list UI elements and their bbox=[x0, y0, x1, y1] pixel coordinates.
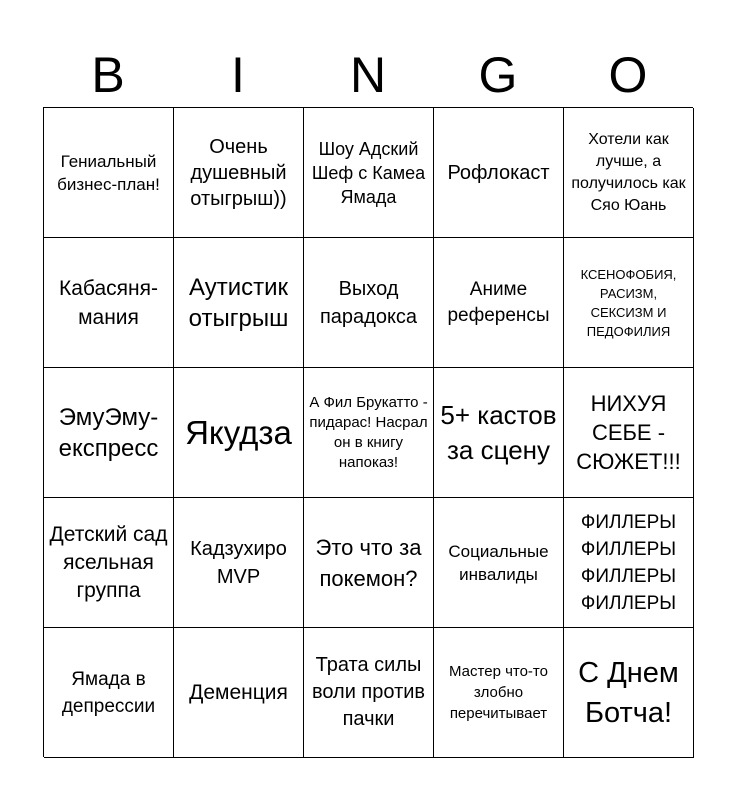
cell-text: Кабасяня-мания bbox=[59, 276, 158, 329]
bingo-cell[interactable] bbox=[434, 498, 564, 628]
cell-text: Хотели как лучше, а получилось как Сяо Юань bbox=[571, 130, 686, 214]
cell-text: КСЕНОФОБИЯ, РАСИЗМ, СЕКСИЗМ И ПЕДОФИЛИЯ bbox=[580, 266, 677, 339]
bingo-cell[interactable] bbox=[434, 628, 564, 758]
cell-text: Рофлокаст bbox=[447, 161, 550, 184]
bingo-cell[interactable] bbox=[304, 498, 434, 628]
cell-text: Очень душевный отыгрыш)) bbox=[190, 135, 287, 210]
bingo-cell[interactable] bbox=[434, 108, 564, 238]
bingo-cell[interactable] bbox=[304, 108, 434, 238]
cell-text: Мастер что-то злобно перечитывает bbox=[449, 663, 548, 722]
cell-text: Выход парадокса bbox=[319, 277, 418, 328]
bingo-cell[interactable] bbox=[304, 238, 434, 368]
cell-text: Аниме референсы bbox=[447, 278, 550, 326]
cell-text: ФИЛЛЕРЫ ФИЛЛЕРЫ ФИЛЛЕРЫ ФИЛЛЕРЫ bbox=[580, 511, 677, 614]
cell-text: Шоу Адский Шеф с Камеа Ямада bbox=[311, 138, 426, 207]
header-letter-i: I bbox=[231, 47, 245, 103]
bingo-cell[interactable] bbox=[434, 238, 564, 368]
cell-text: Социальные инвалиды bbox=[448, 541, 549, 584]
bingo-cell[interactable] bbox=[174, 108, 304, 238]
bingo-cell[interactable] bbox=[434, 368, 564, 498]
cell-text: А Фил Брукатто - пидарас! Насрал он в книгу напоказ! bbox=[309, 393, 428, 471]
cell-text: Якудза bbox=[185, 413, 292, 451]
bingo-cell[interactable] bbox=[174, 238, 304, 368]
bingo-cell[interactable] bbox=[44, 108, 174, 238]
bingo-cell[interactable] bbox=[564, 108, 694, 238]
cell-text: 5+ кастов за сцену bbox=[440, 399, 557, 465]
cell-text: С Днем Ботча! bbox=[578, 656, 679, 729]
bingo-cell[interactable] bbox=[44, 238, 174, 368]
header-letter-o: O bbox=[608, 47, 648, 103]
bingo-cell[interactable] bbox=[174, 628, 304, 758]
bingo-cell[interactable] bbox=[304, 368, 434, 498]
cell-text: ЭмуЭму-експресс bbox=[58, 403, 159, 462]
bingo-cell[interactable] bbox=[44, 368, 174, 498]
cell-text: Деменция bbox=[189, 680, 288, 704]
header-letter-g: G bbox=[478, 47, 518, 103]
cell-text: Трата силы воли против пачки bbox=[311, 654, 426, 730]
cell-text: Ямада в депрессии bbox=[61, 668, 156, 717]
bingo-header bbox=[43, 44, 693, 106]
bingo-cell[interactable] bbox=[564, 368, 694, 498]
bingo-cell[interactable] bbox=[564, 498, 694, 628]
bingo-cell[interactable] bbox=[564, 238, 694, 368]
cell-text: Это что за покемон? bbox=[315, 534, 422, 591]
bingo-cell[interactable] bbox=[174, 498, 304, 628]
bingo-cell[interactable] bbox=[44, 498, 174, 628]
cell-text: Кадзухиро MVP bbox=[190, 537, 287, 588]
bingo-cell[interactable] bbox=[44, 628, 174, 758]
bingo-cell[interactable] bbox=[304, 628, 434, 758]
cell-text: Аутистик отыгрыш bbox=[188, 273, 289, 332]
header-letter-b: B bbox=[91, 47, 125, 103]
bingo-cell[interactable] bbox=[564, 628, 694, 758]
header-letter-n: N bbox=[349, 47, 387, 103]
bingo-card bbox=[43, 107, 693, 757]
bingo-cell[interactable] bbox=[174, 368, 304, 498]
cell-text: Детский сад ясельная группа bbox=[49, 522, 168, 602]
cell-text: НИХУЯ СЕБЕ - СЮЖЕТ!!! bbox=[576, 391, 681, 474]
cell-text: Гениальный бизнес-план! bbox=[57, 151, 160, 194]
